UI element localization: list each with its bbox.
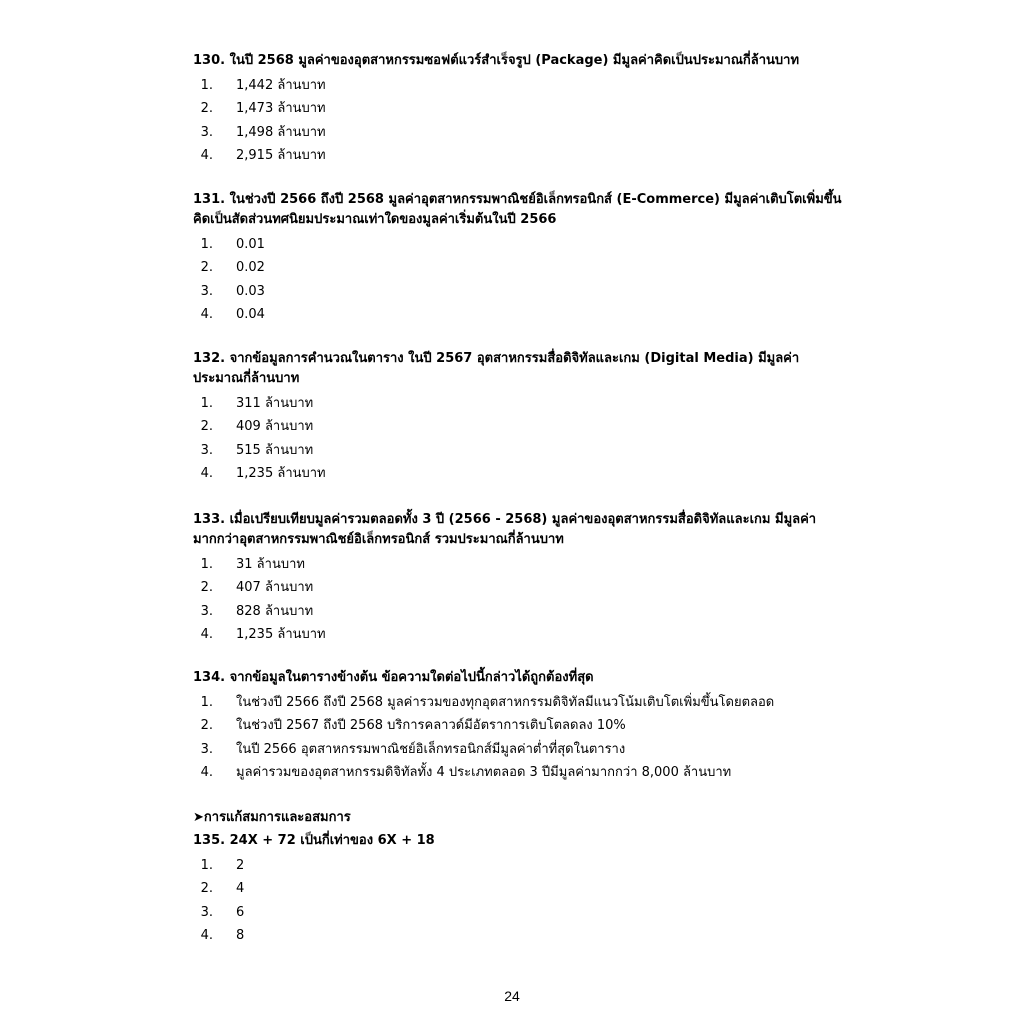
- option-number: 1.: [200, 237, 213, 252]
- option-text: มูลค่ารวมของอุตสาหกรรมดิจิทัลทั้ง 4 ประเภทตลอด 3 ปีมีมูลค่ามากกว่า 8,000 ล้านบาท: [236, 764, 732, 780]
- option-text: 31 ล้านบาท: [236, 557, 305, 572]
- question-stem: 130. ในปี 2568 มูลค่าของอุตสาหกรรมซอฟต์แวร์สำเร็จรูป (Package) มีมูลค่าคิดเป็นประมาณกี่ล้านบาท: [193, 53, 800, 68]
- option: [193, 877, 843, 900]
- option-text: ในช่วงปี 2567 ถึงปี 2568 บริการคลาวด์มีอัตราการเติบโตลดลง 10%: [236, 718, 626, 734]
- option: [193, 600, 843, 623]
- question-133: [193, 510, 843, 646]
- option-number: 4.: [200, 764, 213, 780]
- option-text: 1,442 ล้านบาท: [236, 78, 326, 93]
- option-text: 8: [236, 927, 245, 943]
- option: [193, 576, 843, 599]
- option-list: [193, 691, 843, 784]
- question-stem: 132. จากข้อมูลการคำนวณในตาราง ในปี 2567 อุตสาหกรรมสื่อดิจิทัลและเกม (Digital Media) มีมูลค่าประมาณกี่ล้านบาท: [193, 351, 800, 386]
- option-number: 4.: [200, 927, 213, 943]
- option-text: 2,915 ล้านบาท: [236, 147, 326, 163]
- option-number: 2.: [200, 101, 213, 117]
- option-number: 3.: [200, 442, 213, 458]
- option: [193, 144, 843, 167]
- option-number: 3.: [200, 283, 213, 299]
- option-number: 2.: [200, 419, 213, 435]
- option-text: 1,498 ล้านบาท: [236, 124, 326, 140]
- option: [193, 901, 843, 924]
- option-text: 0.04: [236, 306, 265, 322]
- option: [193, 462, 843, 485]
- option-text: 515 ล้านบาท: [236, 442, 314, 458]
- option: [193, 280, 843, 303]
- question-stem: 135. 24X + 72 เป็นกี่เท่าของ 6X + 18: [193, 833, 435, 848]
- option-text: 6: [236, 904, 245, 920]
- option-number: 2.: [200, 260, 213, 276]
- option-text: 407 ล้านบาท: [236, 580, 314, 596]
- option: [193, 761, 843, 784]
- option-list: [193, 233, 843, 326]
- option-list: [193, 392, 843, 485]
- question-stem: 133. เมื่อเปรียบเทียบมูลค่ารวมตลอดทั้ง 3 ปี (2566 - 2568) มูลค่าของอุตสาหกรรมสื่อดิจิทัลและเกม มีมูลค่ามากกว่าอุตสาหกรรมพาณิชย์อิเล็กทรอนิกส์ รวมประมาณกี่ล้านบาท: [193, 512, 817, 547]
- option-number: 3.: [200, 741, 213, 757]
- option: [193, 256, 843, 279]
- option: [193, 97, 843, 120]
- option-text: 4: [236, 881, 245, 897]
- option-number: 1.: [200, 396, 213, 411]
- option-number: 1.: [200, 858, 213, 873]
- question-132: [193, 349, 843, 485]
- option-list: [193, 854, 843, 947]
- option-text: 1,473 ล้านบาท: [236, 101, 326, 117]
- option-text: 1,235 ล้านบาท: [236, 626, 326, 642]
- option-number: 3.: [200, 603, 213, 619]
- option: [193, 553, 843, 576]
- option-text: 311 ล้านบาท: [236, 396, 314, 411]
- option: [193, 924, 843, 947]
- question-134: [193, 668, 843, 784]
- option-list: [193, 553, 843, 646]
- question-stem: 134. จากข้อมูลในตารางข้างต้น ข้อความใดต่อไปนี้กล่าวได้ถูกต้องที่สุด: [193, 670, 594, 685]
- option: [193, 303, 843, 326]
- question-135: [193, 808, 843, 947]
- option-number: 2.: [200, 718, 213, 734]
- option-number: 3.: [200, 904, 213, 920]
- option-text: 2: [236, 858, 245, 873]
- option-number: 2.: [200, 881, 213, 897]
- option-number: 4.: [200, 147, 213, 163]
- option-text: ในปี 2566 อุตสาหกรรมพาณิชย์อิเล็กทรอนิกส์มีมูลค่าต่ำที่สุดในตาราง: [236, 741, 626, 757]
- option-text: 828 ล้านบาท: [236, 603, 314, 619]
- option: [193, 738, 843, 761]
- option: [193, 854, 843, 877]
- option-text: ในช่วงปี 2566 ถึงปี 2568 มูลค่ารวมของทุกอุตสาหกรรมดิจิทัลมีแนวโน้มเติบโตเพิ่มขึ้นโดยตลอด: [236, 695, 775, 710]
- option-text: 1,235 ล้านบาท: [236, 465, 326, 481]
- option-number: 1.: [200, 557, 213, 572]
- option: [193, 415, 843, 438]
- option: [193, 714, 843, 737]
- option: [193, 233, 843, 256]
- option-number: 1.: [200, 78, 213, 93]
- question-stem: 131. ในช่วงปี 2566 ถึงปี 2568 มูลค่าอุตสาหกรรมพาณิชย์อิเล็กทรอนิกส์ (E-Commerce) มีมูลค่าเติบโตเพิ่มขึ้นคิดเป็นสัดส่วนทศนิยมประมาณเท่าใดของมูลค่าเริ่มต้นในปี 2566: [193, 192, 842, 227]
- option-text: 0.01: [236, 237, 265, 252]
- option-list: [193, 74, 843, 167]
- option-number: 4.: [200, 465, 213, 481]
- option-number: 1.: [200, 695, 213, 710]
- option: [193, 121, 843, 144]
- option-number: 4.: [200, 626, 213, 642]
- question-131: [193, 190, 843, 326]
- option-number: 3.: [200, 124, 213, 140]
- option-number: 2.: [200, 580, 213, 596]
- option: [193, 691, 843, 714]
- option: [193, 74, 843, 97]
- option: [193, 623, 843, 646]
- option: [193, 439, 843, 462]
- option-text: 409 ล้านบาท: [236, 419, 314, 435]
- section-heading: ➤การแก้สมการและอสมการ: [193, 810, 351, 825]
- option-number: 4.: [200, 306, 213, 322]
- option-text: 0.03: [236, 283, 265, 299]
- option: [193, 392, 843, 415]
- page-number: 24: [504, 988, 520, 1004]
- question-130: [193, 51, 843, 167]
- option-text: 0.02: [236, 260, 265, 276]
